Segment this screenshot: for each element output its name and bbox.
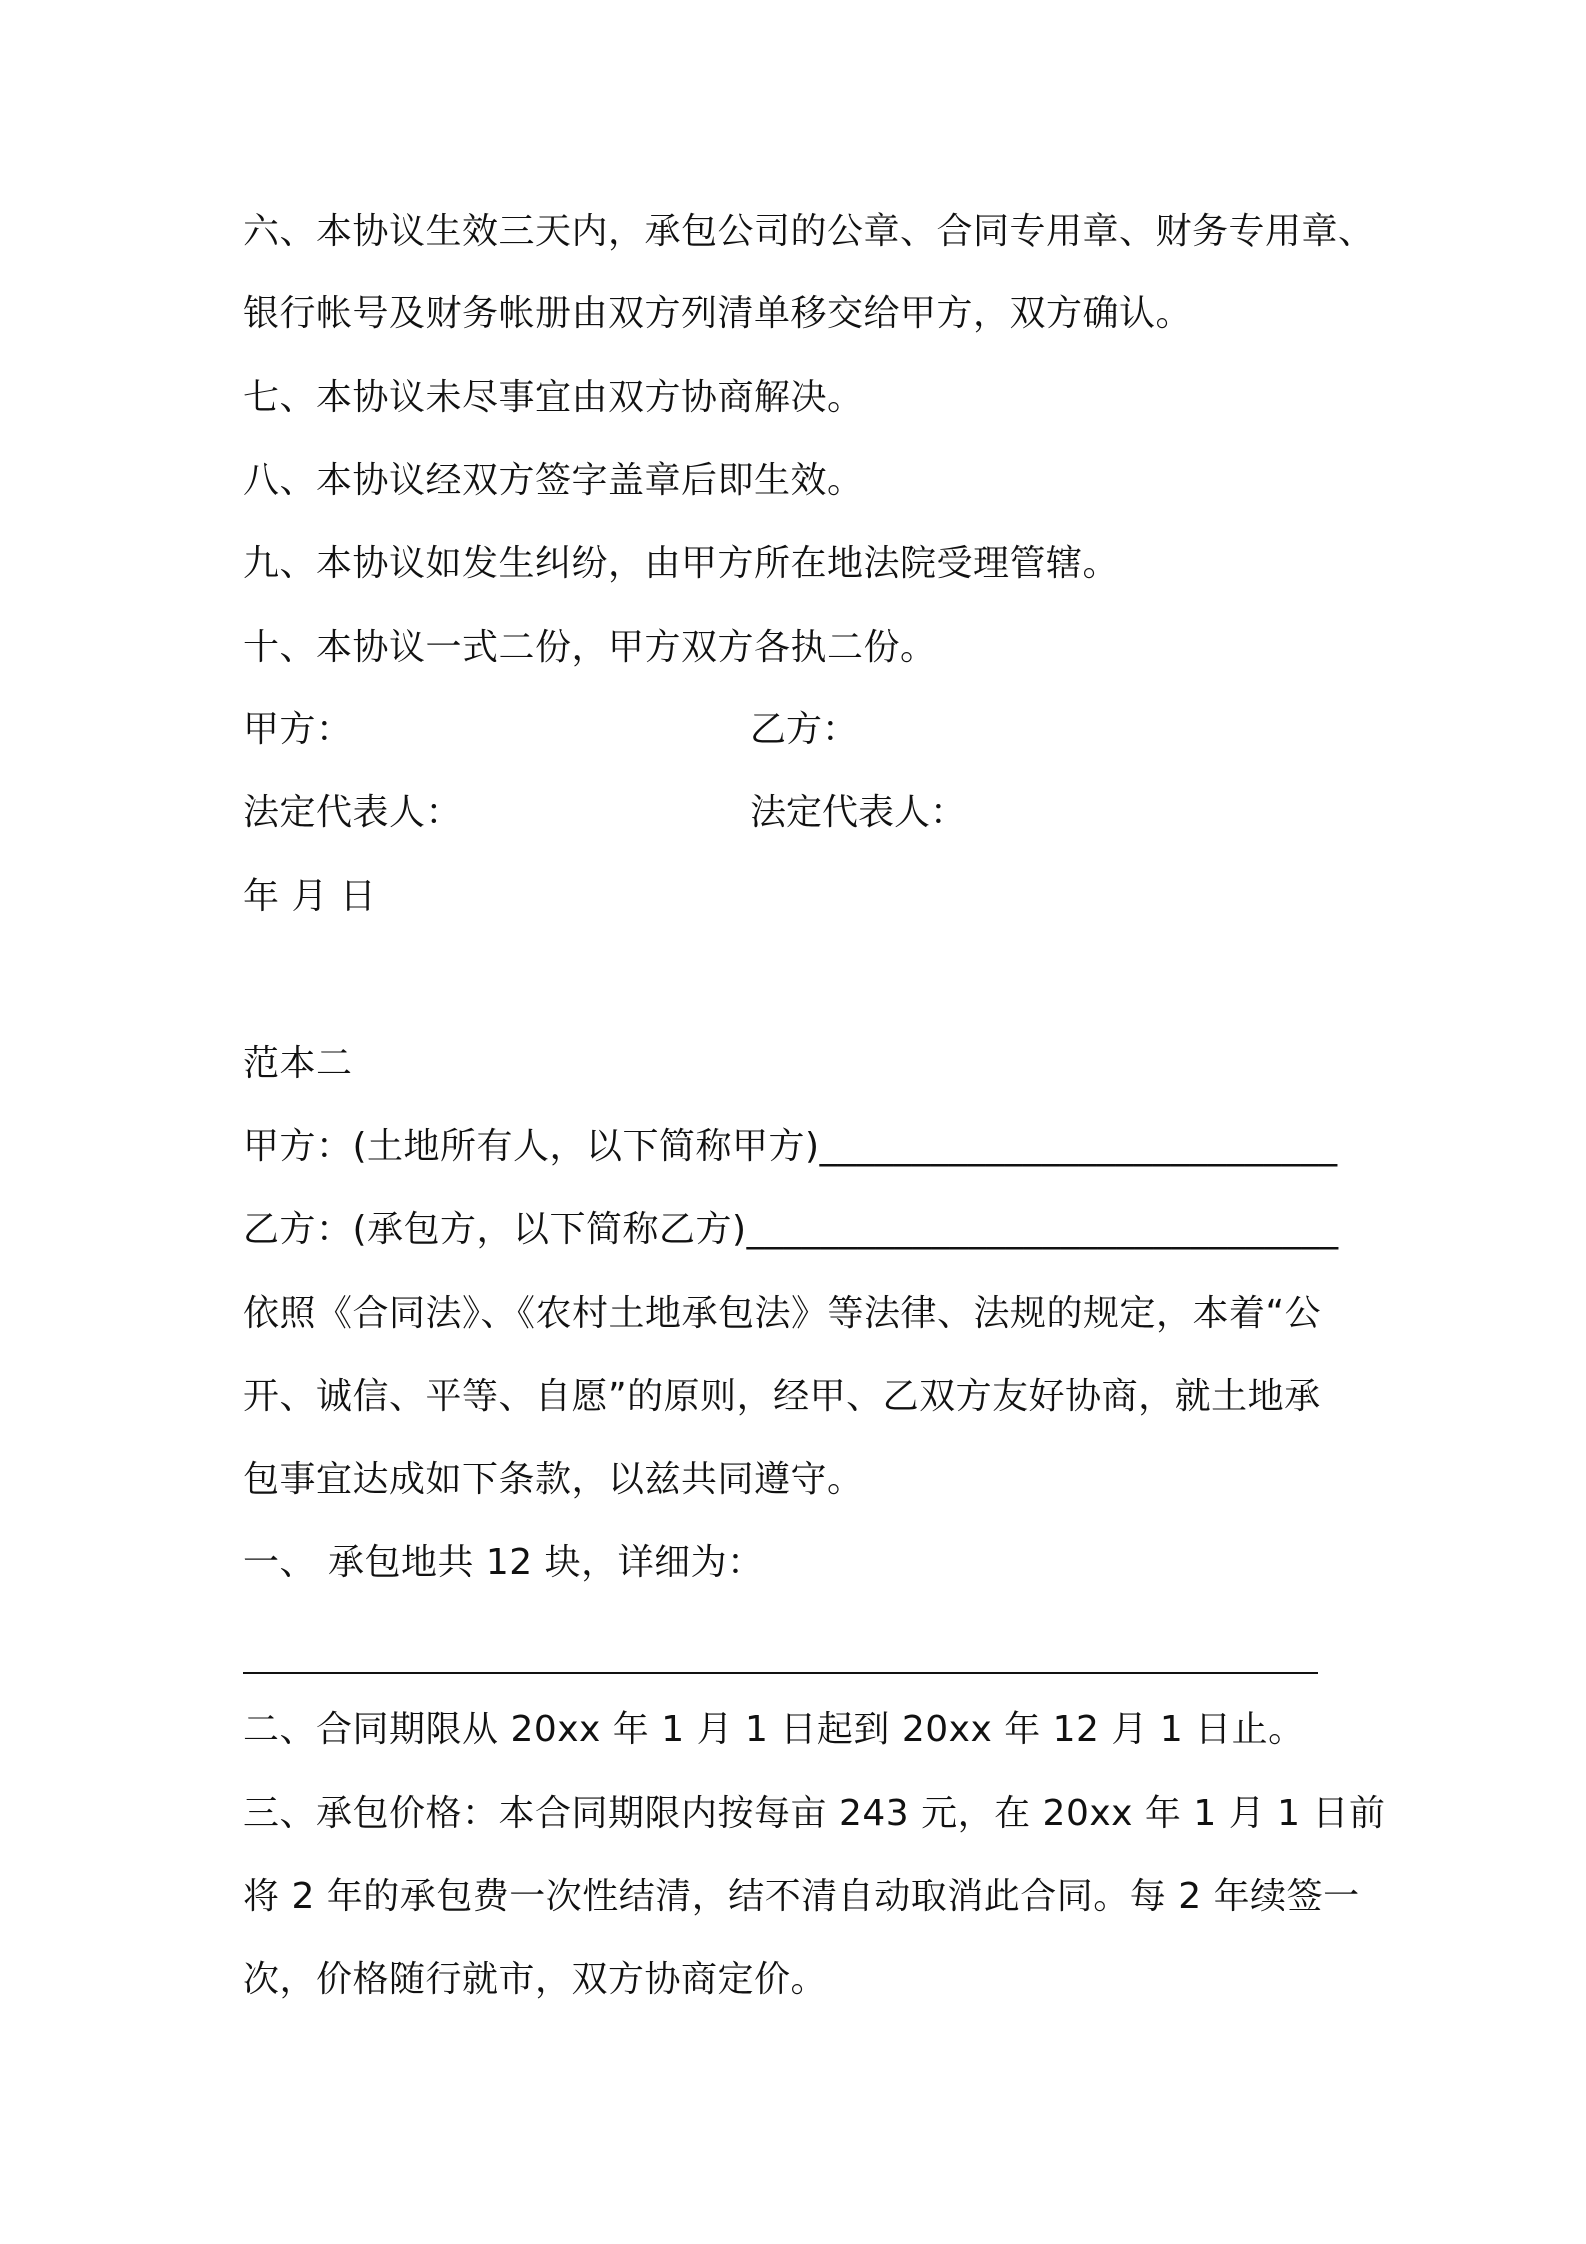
party-b-signature-label: 乙方： bbox=[750, 709, 859, 750]
clause-9: 九、本协议如发生纠纷，由甲方所在地法院受理管辖。 bbox=[243, 543, 1120, 584]
party-a-representative-label: 法定代表人： bbox=[243, 792, 463, 833]
template-2-party-b: 乙方：(承包方，以下简称乙方)________________________________ bbox=[243, 1209, 1339, 1250]
template-2-intro-line-1: 依照《合同法》、《农村土地承包法》等法律、法规的规定，本着“公 bbox=[243, 1293, 1322, 1334]
template-2-intro-line-2: 开、诚信、平等、自愿”的原则，经甲、乙双方友好协商，就土地承 bbox=[243, 1376, 1321, 1417]
clause-7: 七、本协议未尽事宜由双方协商解决。 bbox=[243, 377, 864, 418]
party-b-representative-label: 法定代表人： bbox=[750, 792, 967, 833]
clause-10: 十、本协议一式二份，甲方双方各执二份。 bbox=[243, 627, 937, 668]
clause-8: 八、本协议经双方签字盖章后即生效。 bbox=[243, 460, 864, 501]
template-2-clause-1: 一、 承包地共 12 块，详细为： bbox=[243, 1542, 764, 1583]
template-2-clause-2: 二、合同期限从 20xx 年 1 月 1 日起到 20xx 年 12 月 1 日止。 bbox=[243, 1709, 1305, 1750]
template-2-clause-3-line-1: 三、承包价格：本合同期限内按每亩 243 元，在 20xx 年 1 月 1 日前 bbox=[243, 1793, 1386, 1834]
clause-6-line-2: 银行帐号及财务帐册由双方列清单移交给甲方，双方确认。 bbox=[243, 293, 1193, 334]
clause-6-line-1: 六、本协议生效三天内，承包公司的公章、合同专用章、财务专用章、 bbox=[243, 211, 1375, 252]
clause-1-blank-line bbox=[243, 1672, 1318, 1674]
signature-date: 年 月 日 bbox=[243, 876, 377, 917]
template-2-title: 范本二 bbox=[243, 1043, 353, 1084]
party-a-signature-label: 甲方： bbox=[243, 709, 353, 750]
template-2-party-a: 甲方：(土地所有人，以下简称甲方)____________________________ bbox=[243, 1126, 1338, 1167]
template-2-clause-3-line-3: 次，价格随行就市，双方协商定价。 bbox=[243, 1959, 828, 2000]
template-2-clause-3-line-2: 将 2 年的承包费一次性结清，结不清自动取消此合同。每 2 年续签一 bbox=[243, 1876, 1360, 1917]
template-2-intro-line-3: 包事宜达成如下条款，以兹共同遵守。 bbox=[243, 1459, 864, 1500]
